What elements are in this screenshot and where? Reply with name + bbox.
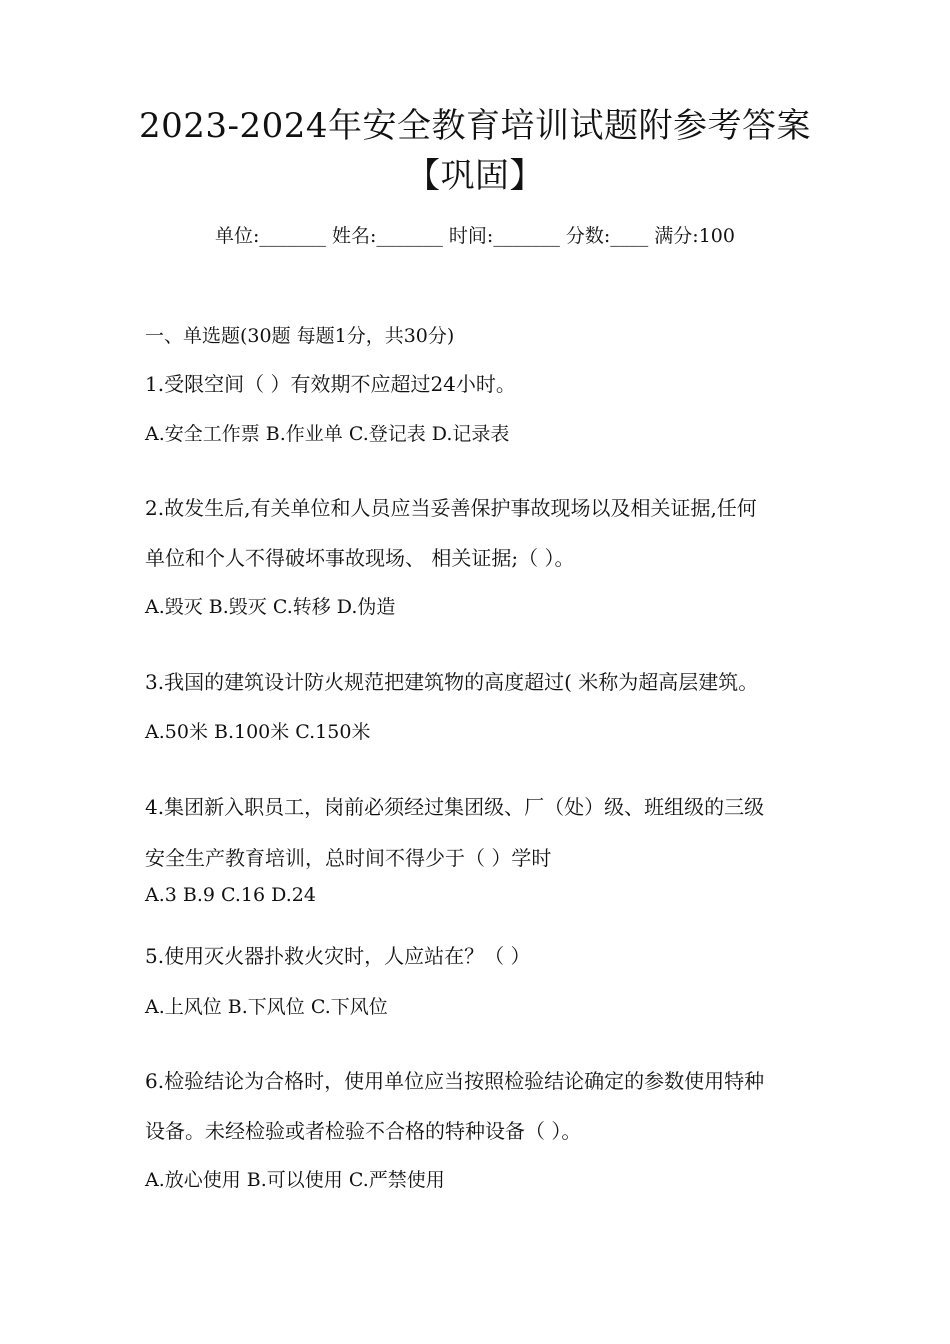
question-2-stem-line1: 2.故发生后,有关单位和人员应当妥善保护事故现场以及相关证据,任何: [145, 496, 757, 520]
question-6-options: A.放心使用 B.可以使用 C.严禁使用: [145, 1169, 445, 1191]
question-3-options: A.50米 B.100米 C.150米: [145, 721, 371, 743]
question-1-stem: 1.受限空间（ ）有效期不应超过24小时。: [145, 372, 516, 396]
question-5-options: A.上风位 B.下风位 C.下风位: [145, 996, 388, 1018]
question-4-stem-line2: 安全生产教育培训，总时间不得少于（ ）学时: [145, 846, 552, 870]
document-title-line2: 【巩固】: [406, 156, 544, 196]
question-2-stem-line2: 单位和个人不得破坏事故现场、 相关证据;（ ）。: [145, 546, 575, 570]
question-4-options: A.3 B.9 C.16 D.24: [145, 884, 316, 906]
question-3-stem: 3.我国的建筑设计防火规范把建筑物的高度超过( 米称为超高层建筑。: [145, 670, 759, 694]
question-6-stem-line2: 设备。未经检验或者检验不合格的特种设备（ ）。: [145, 1119, 582, 1143]
question-1-options: A.安全工作票 B.作业单 C.登记表 D.记录表: [145, 423, 510, 445]
question-6-stem-line1: 6.检验结论为合格时，使用单位应当按照检验结论确定的参数使用特种: [145, 1069, 765, 1093]
question-2-options: A.毁灭 B.毁灭 C.转移 D.伪造: [145, 596, 396, 618]
section-heading: 一、单选题(30题 每题1分，共30分): [145, 325, 455, 347]
question-4-stem-line1: 4.集团新入职员工，岗前必须经过集团级、厂（处）级、班组级的三级: [145, 795, 765, 819]
question-5-stem: 5.使用灭火器扑救火灾时，人应站在？（ ）: [145, 944, 531, 968]
document-title-line1: 2023-2024年安全教育培训试题附参考答案: [138, 106, 812, 146]
exam-info-line: 单位:_______ 姓名:_______ 时间:_______ 分数:____ 满分:100: [215, 225, 735, 247]
